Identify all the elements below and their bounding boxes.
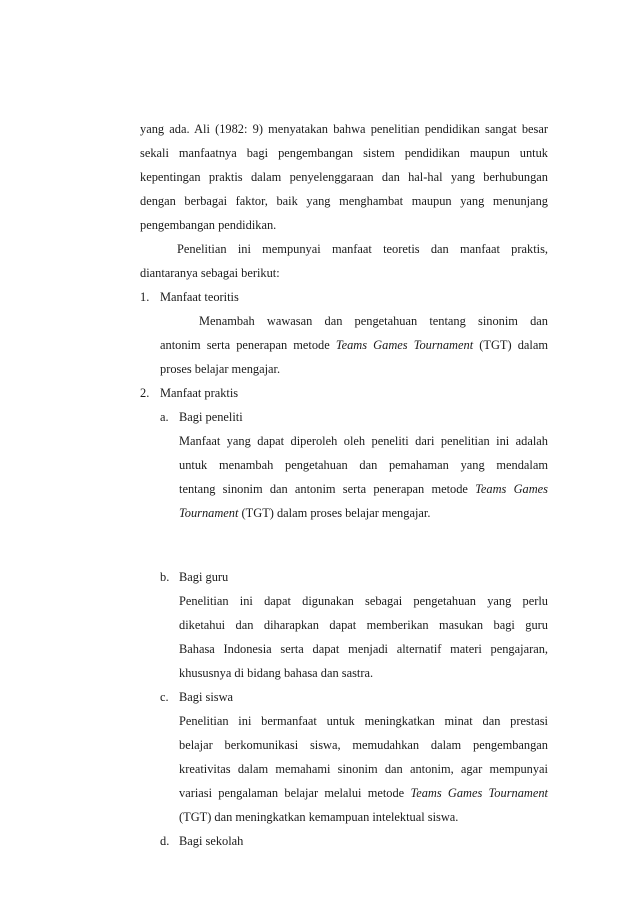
list-marker: 2. [140, 386, 150, 400]
student-line-2: belajar berkomunikasi siswa, memudahkan dalam pengembangan [179, 738, 548, 752]
text-run: (TGT) dalam proses belajar mengajar. [238, 506, 431, 520]
researcher-line-3 [179, 481, 548, 497]
teacher-line-3: Bahasa Indonesia serta dapat menjadi alternatif materi pengajaran, [179, 642, 548, 656]
italic-term: Teams Games Tournament [335, 338, 474, 352]
teacher-line-4: khususnya di bidang bahasa dan sastra. [179, 666, 374, 680]
teacher-line-1: Penelitian ini dapat digunakan sebagai pengetahuan yang perlu [179, 594, 548, 608]
sublist-heading: Bagi siswa [179, 690, 234, 704]
researcher-line-4 [179, 505, 430, 521]
student-line-5: (TGT) dan meningkatkan kemampuan intelektual siswa. [179, 810, 459, 824]
sublist-heading: Bagi peneliti [179, 410, 243, 424]
paragraph-intro-line-5: pengembangan pendidikan. [140, 218, 277, 232]
text-run: tentang sinonim dan antonim serta penerapan metode [179, 482, 476, 496]
paragraph-intro-line-2: sekali manfaatnya bagi pengembangan sistem pendidikan maupun untuk [140, 146, 548, 160]
paragraph-benefits-line-1: Penelitian ini mempunyai manfaat teoretis dan manfaat praktis, [177, 242, 548, 256]
researcher-line-2: untuk menambah pengetahuan dan pemahaman yang mendalam [179, 458, 548, 472]
text-run: antonim serta penerapan metode [160, 338, 336, 352]
sublist-marker: c. [160, 690, 169, 704]
sublist-marker: b. [160, 570, 170, 584]
student-line-4 [179, 785, 548, 801]
researcher-line-1: Manfaat yang dapat diperoleh oleh peneliti dari penelitian ini adalah [179, 434, 548, 448]
list-item-heading: Manfaat praktis [160, 386, 239, 400]
student-line-3: kreativitas dalam memahami sinonim dan antonim, agar mempunyai [179, 762, 548, 776]
student-line-1: Penelitian ini bermanfaat untuk meningkatkan minat dan prestasi [179, 714, 548, 728]
theoretical-benefit-line-1: Menambah wawasan dan pengetahuan tentang sinonim dan [199, 314, 548, 328]
list-marker: 1. [140, 290, 150, 304]
sublist-marker: d. [160, 834, 170, 848]
sublist-marker: a. [160, 410, 169, 424]
italic-term: Tournament [179, 506, 239, 520]
paragraph-intro-line-3: kepentingan praktis dalam penyelenggaraan dan hal-hal yang berhubungan [140, 170, 548, 184]
theoretical-benefit-line-3: proses belajar mengajar. [160, 362, 281, 376]
text-run: variasi pengalaman belajar melalui metode [179, 786, 411, 800]
paragraph-intro-line-1: yang ada. Ali (1982: 9) menyatakan bahwa penelitian pendidikan sangat besar [140, 122, 548, 136]
italic-term: Teams Games Tournament [410, 786, 548, 800]
list-item-heading: Manfaat teoritis [160, 290, 239, 304]
paragraph-intro-line-4: dengan berbagai faktor, baik yang menghambat maupun yang menunjang [140, 194, 548, 208]
theoretical-benefit-line-2 [160, 337, 548, 353]
sublist-heading: Bagi sekolah [179, 834, 244, 848]
teacher-line-2: diketahui dan diharapkan dapat memberikan masukan bagi guru [179, 618, 548, 632]
sublist-heading: Bagi guru [179, 570, 229, 584]
italic-term: Teams Games [475, 482, 548, 496]
text-run: (TGT) dalam [473, 338, 548, 352]
paragraph-benefits-line-2: diantaranya sebagai berikut: [140, 266, 280, 280]
